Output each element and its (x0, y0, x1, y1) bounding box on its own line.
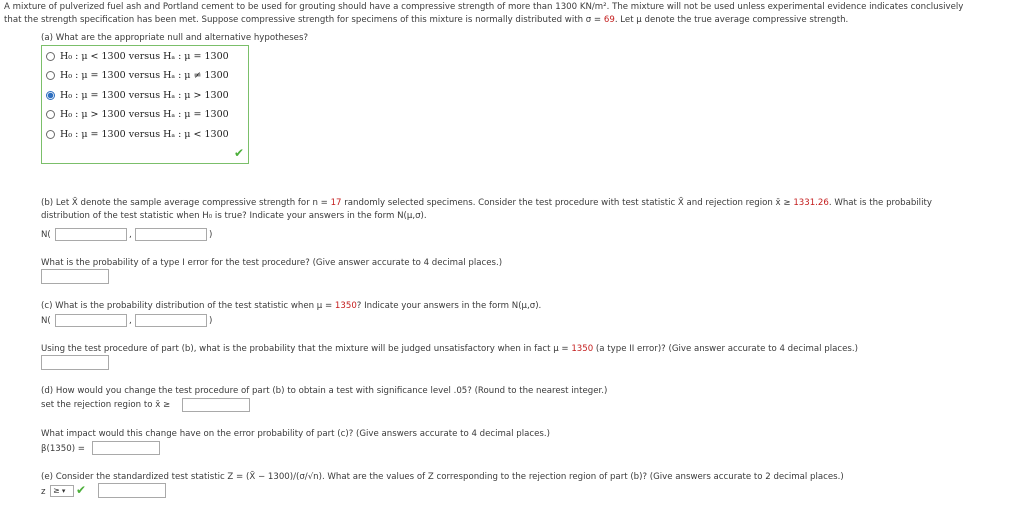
sd-input-c[interactable] (135, 314, 207, 327)
mu-value-2: 1350 (571, 344, 594, 354)
intro-line-1: A mixture of pulverized fuel ash and Portland cement to be used for grouting should have a compressive strength of more than 1300 KN/m². The mixture will not be used unless experimental evidence indicates conclusively (4, 2, 964, 12)
correct-check-icon-e: ✔ (76, 483, 87, 497)
type-2-error-input[interactable] (41, 355, 109, 370)
option-label: H₀ : μ = 1300 versus Hₐ : μ > 1300 (60, 89, 229, 101)
part-d-question-2: What impact would this change have on the error probability of part (c)? (Give answers accurate to 4 decimal places.) (41, 429, 550, 439)
mu-value: 1350 (334, 301, 357, 311)
radio-button[interactable] (46, 71, 55, 80)
radio-button[interactable] (46, 130, 55, 139)
threshold-value: 1331.26 (793, 198, 829, 208)
rejection-region-input[interactable] (182, 398, 250, 412)
radio-button[interactable] (46, 52, 55, 61)
part-d-line-1: (d) How would you change the test procedure of part (b) to obtain a test with significance level .05? (Round to the nearest integer.) (41, 386, 608, 396)
option-label: H₀ : μ = 1300 versus Hₐ : μ < 1300 (60, 128, 229, 140)
option-3[interactable] (46, 88, 229, 102)
option-label: H₀ : μ = 1300 versus Hₐ : μ ≠ 1300 (60, 69, 229, 81)
part-c-text: (c) What is the probability distribution of the test statistic when μ = (41, 301, 335, 311)
part-b-text-2: randomly selected specimens. Consider the test procedure with test statistic X̄ and rejection region x̄ ≥ (341, 198, 794, 208)
chevron-down-icon: ▾ (59, 487, 66, 495)
correct-check-icon: ✔ (234, 146, 245, 160)
beta-label: β(1350) = (41, 444, 85, 454)
part-c-text-2: ? Indicate your answers in the form N(μ,σ). (356, 301, 542, 311)
option-1[interactable] (46, 49, 229, 63)
comma-label: , (129, 230, 132, 240)
intro-text-end: . Let μ denote the true average compressive strength. (614, 15, 849, 25)
option-5[interactable] (46, 127, 229, 141)
part-a-question: (a) What are the appropriate null and alternative hypotheses? (41, 33, 309, 43)
radio-button-selected[interactable] (46, 91, 55, 100)
type-1-question: What is the probability of a type I error for the test procedure? (Give answer accurate to 4 decimal places.) (41, 258, 503, 268)
n-open-label-c: N( (41, 316, 51, 326)
sd-input-b[interactable] (135, 228, 207, 241)
hypothesis-options (41, 45, 249, 164)
option-2[interactable] (46, 68, 229, 82)
part-b-text: (b) Let X̄ denote the sample average compressive strength for n = (41, 198, 331, 208)
option-label: H₀ : μ < 1300 versus Hₐ : μ = 1300 (60, 50, 229, 62)
radio-button[interactable] (46, 110, 55, 119)
comma-label-c: , (129, 316, 132, 326)
part-b-text-3: . What is the probability (828, 198, 932, 208)
sigma-value: 69 (603, 15, 615, 25)
inequality-select[interactable] (50, 485, 74, 497)
type-2-question (41, 344, 858, 354)
n-open-label: N( (41, 230, 51, 240)
select-value: ≥ (53, 486, 60, 495)
type-1-error-input[interactable] (41, 269, 109, 284)
z-value-input[interactable] (98, 483, 166, 498)
type-2-text-2: (a type II error)? (Give answer accurate to 4 decimal places.) (593, 344, 858, 354)
intro-line-2 (4, 15, 848, 25)
part-e-line-1: (e) Consider the standardized test statistic Z = (X̄ − 1300)/(σ/√n). What are the values of Z corresponding to the rejection region of part (b)? (Give answers accurate to 2 decimal places.) (41, 472, 844, 482)
mean-input-c[interactable] (55, 314, 127, 327)
close-paren: ) (209, 230, 213, 240)
option-4[interactable] (46, 107, 229, 121)
part-c-line-1 (41, 301, 541, 311)
close-paren-c: ) (209, 316, 213, 326)
z-label: z (41, 487, 46, 497)
rejection-region-label: set the rejection region to x̄ ≥ (41, 400, 171, 410)
part-b-line-1 (41, 198, 932, 208)
mean-input-b[interactable] (55, 228, 127, 241)
part-b-line-2: distribution of the test statistic when H₀ is true? Indicate your answers in the form N(μ,σ). (41, 211, 427, 221)
beta-input[interactable] (92, 441, 160, 455)
n-value: 17 (330, 198, 342, 208)
option-label: H₀ : μ > 1300 versus Hₐ : μ = 1300 (60, 108, 229, 120)
type-2-text: Using the test procedure of part (b), what is the probability that the mixture will be judged unsatisfactory when in fact μ = (41, 344, 572, 354)
intro-text: that the strength specification has been met. Suppose compressive strength for specimens of this mixture is normally distributed with σ = (4, 15, 604, 25)
